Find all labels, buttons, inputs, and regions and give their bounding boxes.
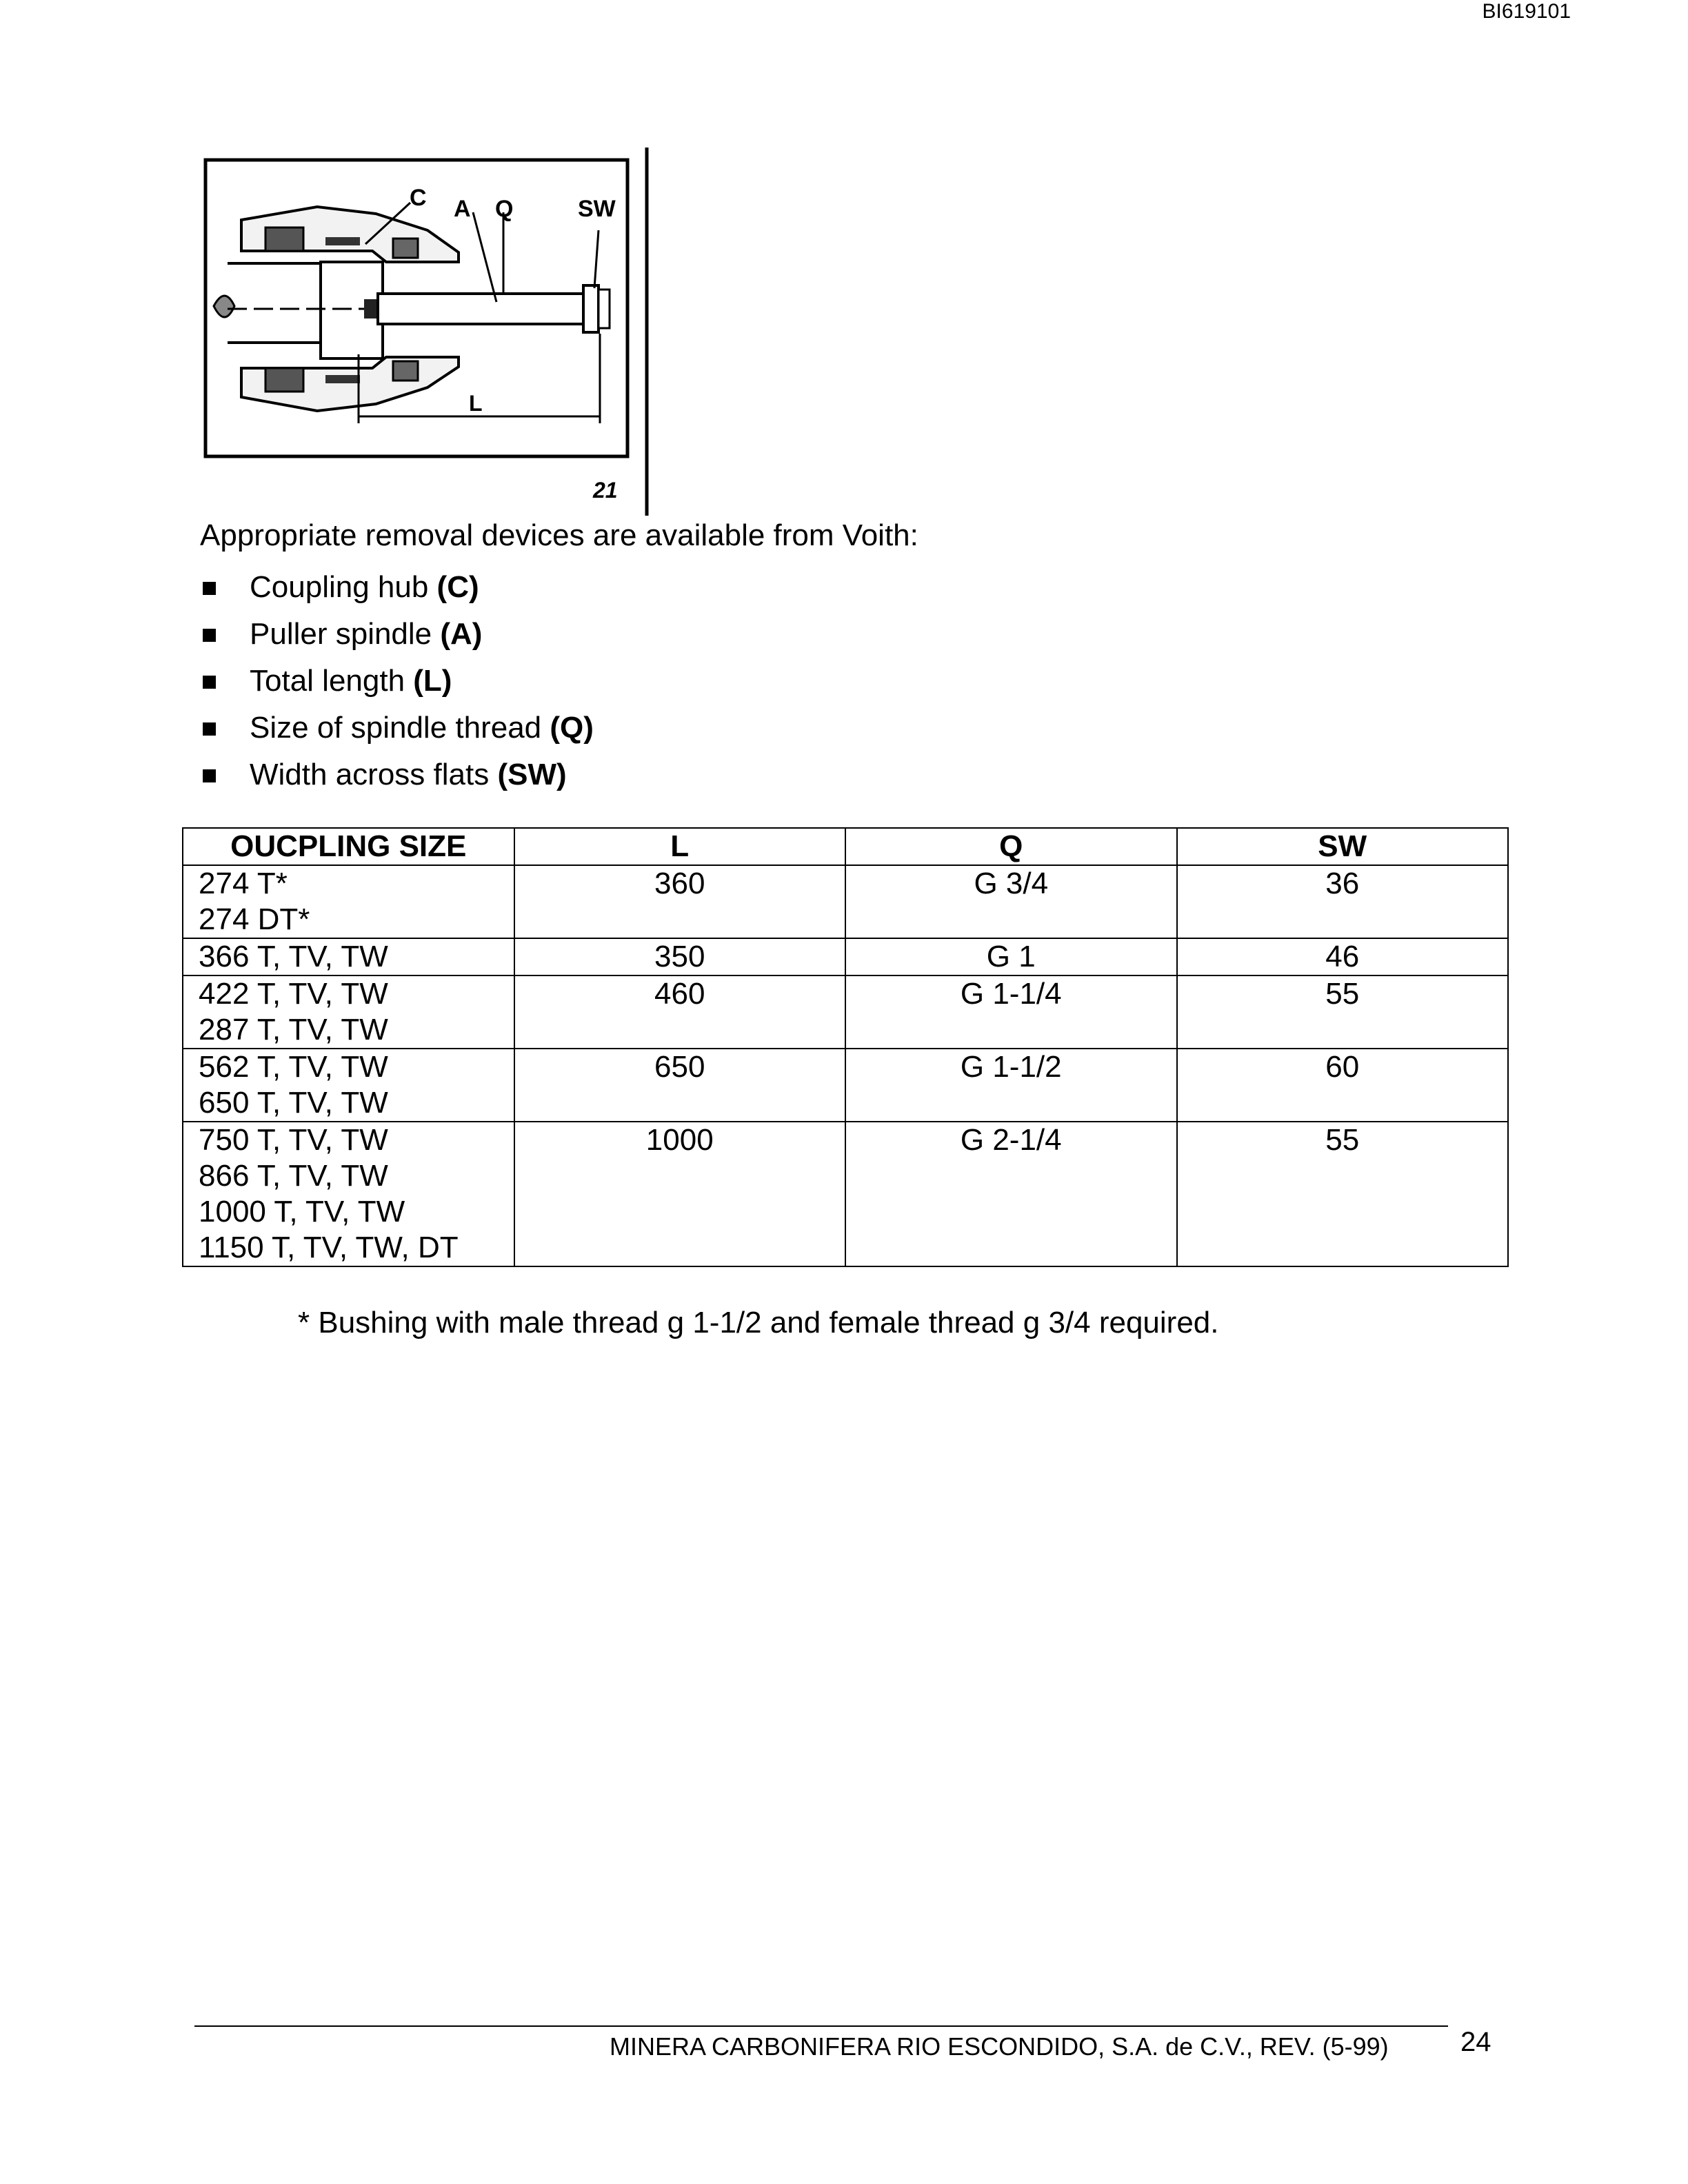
width-across-flats-cell: 55	[1177, 1122, 1509, 1266]
thread-cell: G 1	[845, 938, 1177, 975]
column-header-q: Q	[845, 828, 1177, 865]
bullet-square-icon	[203, 722, 216, 736]
width-across-flats-cell: 60	[1177, 1049, 1509, 1122]
label-l: L	[469, 391, 483, 416]
table-row	[183, 1122, 1508, 1266]
length-cell: 360	[514, 865, 846, 938]
column-header-sw: SW	[1177, 828, 1509, 865]
coupling-size-cell: 274 T* 274 DT*	[183, 865, 514, 938]
list-item: Puller spindle (A)	[200, 614, 594, 660]
label-c: C	[410, 185, 427, 211]
footer-company: MINERA CARBONIFERA RIO ESCONDIDO, S.A. de C.V., REV. (5-99)	[610, 2032, 1389, 2061]
bullet-square-icon	[203, 582, 216, 595]
coupling-puller-diagram-figure	[200, 148, 655, 520]
list-item: Size of spindle thread (Q)	[200, 707, 594, 754]
width-across-flats-cell: 36	[1177, 865, 1509, 938]
thread-cell: G 3/4	[845, 865, 1177, 938]
coupling-size-cell: 562 T, TV, TW 650 T, TV, TW	[183, 1049, 514, 1122]
coupling-size-cell: 422 T, TV, TW 287 T, TV, TW	[183, 975, 514, 1049]
table-header-row	[183, 828, 1508, 865]
table-row	[183, 1049, 1508, 1122]
intro-text: Appropriate removal devices are available from Voith:	[200, 518, 918, 552]
coupling-size-cell: 366 T, TV, TW	[183, 938, 514, 975]
bullet-square-icon	[203, 629, 216, 642]
coupling-puller-diagram-icon	[200, 148, 655, 520]
length-cell: 460	[514, 975, 846, 1049]
width-across-flats-cell: 55	[1177, 975, 1509, 1049]
footer-divider	[194, 2025, 1448, 2027]
page-number: 24	[1460, 2027, 1491, 2057]
table-row	[183, 975, 1508, 1049]
footnote: * Bushing with male thread g 1-1/2 and female thread g 3/4 required.	[298, 1306, 1219, 1339]
length-cell: 350	[514, 938, 846, 975]
thread-cell: G 2-1/4	[845, 1122, 1177, 1266]
figure-number: 21	[593, 478, 618, 503]
column-header-l: L	[514, 828, 846, 865]
document-id: BI619101	[1482, 0, 1571, 23]
table-row	[183, 938, 1508, 975]
bullet-square-icon	[203, 769, 216, 782]
coupling-size-table	[182, 827, 1509, 1267]
bullet-square-icon	[203, 676, 216, 689]
list-item: Total length (L)	[200, 660, 594, 707]
coupling-size-cell: 750 T, TV, TW 866 T, TV, TW 1000 T, TV, TW 1150 T, TV, TW, DT	[183, 1122, 514, 1266]
list-item: Width across flats (SW)	[200, 754, 594, 801]
table-row	[183, 865, 1508, 938]
label-a: A	[454, 196, 471, 222]
length-cell: 650	[514, 1049, 846, 1122]
width-across-flats-cell: 46	[1177, 938, 1509, 975]
thread-cell: G 1-1/2	[845, 1049, 1177, 1122]
list-item: Coupling hub (C)	[200, 567, 594, 614]
column-header-size: OUCPLING SIZE	[183, 828, 514, 865]
removal-device-list	[200, 567, 594, 801]
length-cell: 1000	[514, 1122, 846, 1266]
thread-cell: G 1-1/4	[845, 975, 1177, 1049]
label-sw: SW	[578, 196, 616, 222]
label-q: Q	[495, 196, 514, 222]
